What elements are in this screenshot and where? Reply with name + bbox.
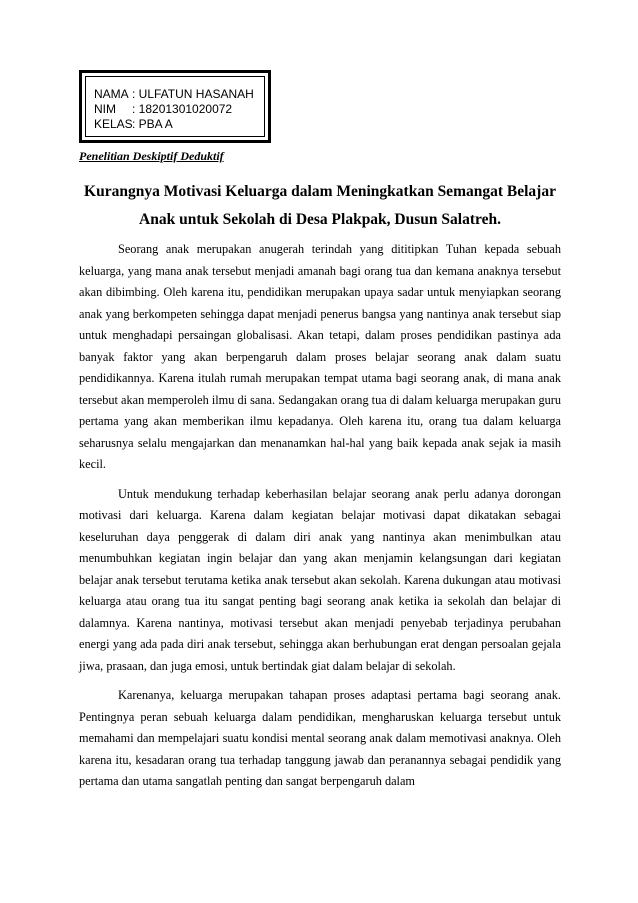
identity-value: : ULFATUN HASANAH <box>132 87 254 101</box>
identity-row-class <box>94 117 264 132</box>
title-line-1: Kurangnya Motivasi Keluarga dalam Meningkatkan Semangat Belajar <box>84 183 556 200</box>
identity-value: : PBA A <box>132 117 173 131</box>
identity-row-nim <box>94 102 264 117</box>
identity-key: NAMA <box>94 87 129 101</box>
title-line-2: Anak untuk Sekolah di Desa Plakpak, Dusun Salatreh. <box>139 211 501 228</box>
document-body <box>79 239 561 801</box>
identity-key: NIM <box>94 102 116 116</box>
paragraph-3: Karenanya, keluarga merupakan tahapan proses adaptasi pertama bagi seorang anak. Pentingnya peran sebuah keluarga dalam pendidikan, mengharuskan keluarga tersebut untuk memahami dan mempelajari suatu kondisi mental seorang anak dalam memotivasi anaknya. Oleh karena itu, kesadaran orang tua terhadap tanggung jawab dan peranannya sebagai pendidik yang pertama dan utama sangatlah penting dan sangat berpengaruh dalam <box>79 688 561 788</box>
student-identity-box-inner <box>85 76 265 137</box>
identity-row-name <box>94 87 264 102</box>
research-type-heading: Penelitian Deskiptif Deduktif <box>79 149 224 163</box>
student-identity-box <box>79 70 271 143</box>
document-title <box>79 178 561 234</box>
paragraph-2: Untuk mendukung terhadap keberhasilan belajar seorang anak perlu adanya dorongan motivasi dari keluarga. Karena dalam kegiatan belajar motivasi dapat dikatakan sebagai keseluruhan daya penggerak di dalam diri anak yang nantinya akan menimbulkan atau menumbuhkan kegiatan ingin belajar dan yang akan menjamin kelangsungan dari kegiatan belajar anak tersebut terutama ketika anak tersebut akan sekolah. Karena dukungan atau motivasi keluarga atau orang tua itu sangat penting bagi seorang anak ketika ia sekolah dan belajar di dalamnya. Karena nantinya, motivasi tersebut akan menjadi penyebab terjadinya perubahan energi yang ada pada diri anak tersebut, sehingga akan berhubungan erat dengan persoalan gejala jiwa, prasaan, dan juga emosi, untuk bertindak giat dalam belajar di sekolah. <box>79 486 561 673</box>
identity-value: : 18201301020072 <box>132 102 233 116</box>
identity-key: KELAS <box>94 117 133 131</box>
paragraph-1: Seorang anak merupakan anugerah terindah yang dititipkan Tuhan kepada sebuah keluarga, yang mana anak tersebut menjadi amanah bagi orang tua dan kemana anaknya tersebut akan dibimbing. Oleh karena itu, pendidikan merupakan upaya sadar untuk menyiapkan seorang anak yang berkompeten sehingga dapat menjadi penerus bangsa yang nantinya anak tersebut siap untuk menghadapi persaingan globalisasi. Akan tetapi, dalam proses pendidikan pastinya ada banyak faktor yang akan berpengaruh dalam proses belajar seorang anak dalam suatu pendidikannya. Karena itulah rumah merupakan tempat utama bagi seorang anak, di mana anak tersebut akan memperoleh ilmu di sana. Sedangakan orang tua di dalam keluarga merupakan guru pertama yang akan memberikan ilmu kepadanya. Oleh karena itu, orang tua dalam keluarga seharusnya selalu mengajarkan dan menanamkan hal-hal yang baik kepada anak sejak ia masih kecil. <box>79 242 561 471</box>
